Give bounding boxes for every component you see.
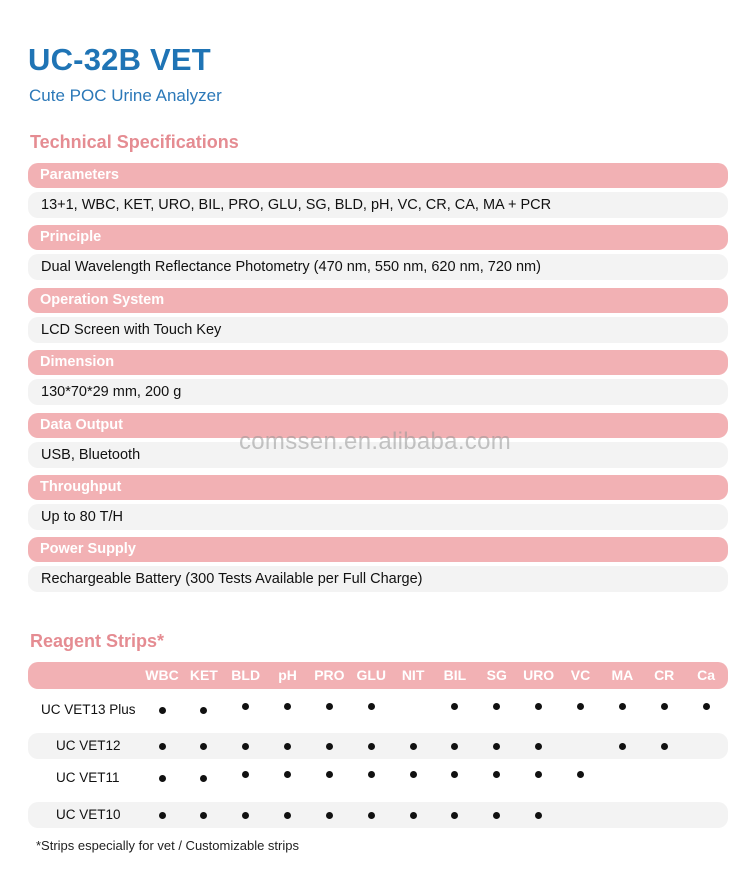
included-dot-pro bbox=[326, 771, 333, 778]
spec-label: Principle bbox=[28, 225, 728, 250]
included-dot-ph bbox=[284, 703, 291, 710]
spec-value: 130*70*29 mm, 200 g bbox=[28, 379, 728, 405]
column-ma: MA bbox=[611, 667, 634, 683]
included-dot-ca bbox=[703, 703, 710, 710]
included-dot-nit bbox=[410, 743, 417, 750]
column-pro: PRO bbox=[314, 667, 345, 683]
included-dot-bld bbox=[242, 743, 249, 750]
product-subtitle: Cute POC Urine Analyzer bbox=[29, 86, 222, 105]
included-dot-ket bbox=[200, 775, 207, 782]
included-dot-ket bbox=[200, 707, 207, 714]
included-dot-sg bbox=[493, 771, 500, 778]
included-dot-pro bbox=[326, 703, 333, 710]
spec-value: LCD Screen with Touch Key bbox=[28, 317, 728, 343]
included-dot-nit bbox=[410, 812, 417, 819]
column-bld: BLD bbox=[231, 667, 261, 683]
included-dot-uro bbox=[535, 703, 542, 710]
included-dot-bil bbox=[451, 812, 458, 819]
included-dot-pro bbox=[326, 812, 333, 819]
spec-label: Power Supply bbox=[28, 537, 728, 562]
spec-value: Dual Wavelength Reflectance Photometry (470 nm, 550 nm, 620 nm, 720 nm) bbox=[28, 254, 728, 280]
included-dot-pro bbox=[326, 743, 333, 750]
included-dot-bld bbox=[242, 703, 249, 710]
footnote: *Strips especially for vet / Customizable strips bbox=[36, 838, 299, 853]
column-vc: VC bbox=[570, 667, 591, 683]
column-nit: NIT bbox=[401, 667, 425, 683]
included-dot-bil bbox=[451, 771, 458, 778]
included-dot-cr bbox=[661, 743, 668, 750]
reagent-strips-heading: Reagent Strips* bbox=[30, 631, 165, 651]
included-dot-bld bbox=[242, 771, 249, 778]
strip-row-vet11 bbox=[28, 765, 728, 791]
included-dot-sg bbox=[493, 703, 500, 710]
strip-name: UC VET10 bbox=[56, 807, 121, 822]
watermark: comssen.en.alibaba.com bbox=[238, 428, 512, 455]
column-ket: KET bbox=[189, 667, 218, 683]
included-dot-uro bbox=[535, 812, 542, 819]
spec-parameters bbox=[28, 163, 728, 218]
column-ph: pH bbox=[278, 667, 297, 683]
included-dot-bld bbox=[242, 812, 249, 819]
included-dot-nit bbox=[410, 771, 417, 778]
included-dot-glu bbox=[368, 771, 375, 778]
strip-row-vet13-plus bbox=[28, 697, 728, 723]
included-dot-wbc bbox=[159, 775, 166, 782]
included-dot-bil bbox=[451, 703, 458, 710]
spec-value: Rechargeable Battery (300 Tests Available per Full Charge) bbox=[28, 566, 728, 592]
included-dot-vc bbox=[577, 771, 584, 778]
included-dot-glu bbox=[368, 703, 375, 710]
spec-principle bbox=[28, 225, 728, 280]
strip-name: UC VET12 bbox=[56, 738, 121, 753]
spec-label: Data Output bbox=[28, 413, 728, 438]
spec-power-supply bbox=[28, 537, 728, 592]
included-dot-sg bbox=[493, 743, 500, 750]
column-uro: URO bbox=[523, 667, 555, 683]
column-wbc: WBC bbox=[145, 667, 179, 683]
spec-label: Operation System bbox=[28, 288, 728, 313]
column-bil: BIL bbox=[443, 667, 467, 683]
spec-value: 13+1, WBC, KET, URO, BIL, PRO, GLU, SG, BLD, pH, VC, CR, CA, MA + PCR bbox=[28, 192, 728, 218]
included-dot-wbc bbox=[159, 707, 166, 714]
included-dot-glu bbox=[368, 743, 375, 750]
spec-throughput bbox=[28, 475, 728, 530]
included-dot-cr bbox=[661, 703, 668, 710]
included-dot-ph bbox=[284, 771, 291, 778]
included-dot-sg bbox=[493, 812, 500, 819]
column-glu: GLU bbox=[356, 667, 387, 683]
strip-row-vet12 bbox=[28, 733, 728, 759]
included-dot-ket bbox=[200, 743, 207, 750]
included-dot-uro bbox=[535, 771, 542, 778]
spec-label: Throughput bbox=[28, 475, 728, 500]
included-dot-wbc bbox=[159, 812, 166, 819]
spec-label: Parameters bbox=[28, 163, 728, 188]
spec-label: Dimension bbox=[28, 350, 728, 375]
product-title: UC-32B VET bbox=[28, 42, 211, 77]
included-dot-ph bbox=[284, 743, 291, 750]
included-dot-glu bbox=[368, 812, 375, 819]
included-dot-wbc bbox=[159, 743, 166, 750]
spec-value: Up to 80 T/H bbox=[28, 504, 728, 530]
included-dot-ket bbox=[200, 812, 207, 819]
spec-operation-system bbox=[28, 288, 728, 343]
spec-dimension bbox=[28, 350, 728, 405]
included-dot-ph bbox=[284, 812, 291, 819]
included-dot-vc bbox=[577, 703, 584, 710]
strip-row-vet10 bbox=[28, 802, 728, 828]
included-dot-ma bbox=[619, 703, 626, 710]
spec-value: USB, Bluetooth bbox=[28, 442, 728, 468]
included-dot-uro bbox=[535, 743, 542, 750]
strip-name: UC VET11 bbox=[56, 770, 120, 785]
technical-specifications-heading: Technical Specifications bbox=[30, 132, 239, 152]
column-sg: SG bbox=[486, 667, 507, 683]
strip-table-header bbox=[28, 662, 728, 689]
included-dot-ma bbox=[619, 743, 626, 750]
strip-name: UC VET13 Plus bbox=[41, 702, 136, 717]
included-dot-bil bbox=[451, 743, 458, 750]
column-cr: CR bbox=[654, 667, 675, 683]
column-ca: Ca bbox=[697, 667, 715, 683]
